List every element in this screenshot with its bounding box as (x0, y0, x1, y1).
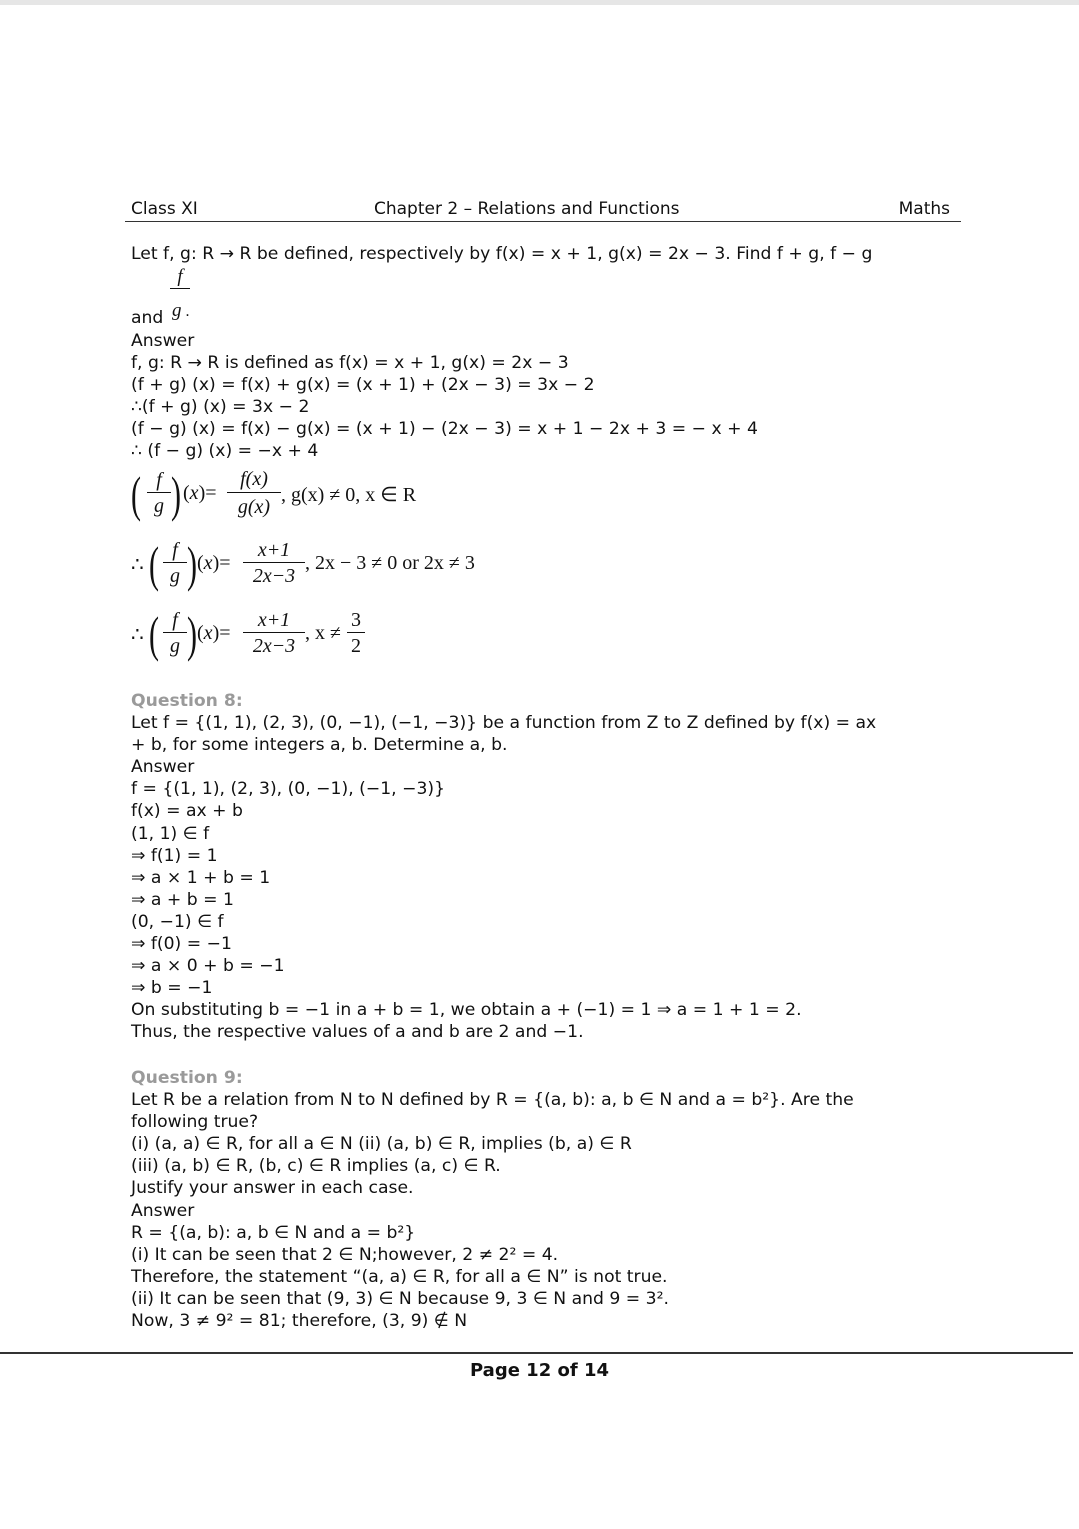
header-chapter: Chapter 2 – Relations and Functions (374, 199, 680, 219)
q8-line: f = {(1, 1), (2, 3), (0, −1), (−1, −3)} (131, 779, 446, 800)
q8-line: ⇒ a × 0 + b = −1 (131, 956, 285, 977)
q8-prompt-2: + b, for some integers a, b. Determine a, b. (131, 735, 508, 756)
q9-prompt-1: Let R be a relation from N to N defined by R = {(a, b): a, b ∈ N and a = b²}. Are the (131, 1090, 854, 1111)
eq2-denominator: 2x−3 (252, 565, 296, 587)
q8-line: ⇒ b = −1 (131, 978, 213, 999)
header-subject: Maths (898, 199, 950, 219)
q9-line: (i) It can be seen that 2 ∈ N;however, 2 ≠ 2² = 4. (131, 1244, 559, 1265)
q9-prompt-4: (iii) (a, b) ∈ R, (b, c) ∈ R implies (a, c) ∈ R. (131, 1156, 501, 1177)
q9-line: R = {(a, b): a, b ∈ N and a = b²} (131, 1222, 416, 1243)
q7-line: ∴ (f − g) (x) = −x + 4 (131, 441, 319, 462)
q8-line: On substituting b = −1 in a + b = 1, we obtain a + (−1) = 1 ⇒ a = 1 + 1 = 2. (131, 1000, 802, 1021)
q7-line: (f + g) (x) = f(x) + g(x) = (x + 1) + (2x − 3) = 3x − 2 (131, 375, 595, 396)
q8-line: (1, 1) ∈ f (131, 823, 210, 844)
eq1-numerator: f(x) (227, 466, 281, 493)
q7-answer (131, 330, 951, 463)
q9-line: Therefore, the statement “(a, a) ∈ R, for all a ∈ N” is not true. (131, 1266, 668, 1287)
q8-line: ⇒ f(1) = 1 (131, 845, 218, 866)
q9-prompt-3: (i) (a, a) ∈ R, for all a ∈ N (ii) (a, b) ∈ R, implies (b, a) ∈ R (131, 1134, 632, 1155)
q7-prompt: Let f, g: R → R be defined, respectively by f(x) = x + 1, g(x) = 2x − 3. Find f + g, f − g (131, 244, 873, 264)
eq3-numerator: x+1 (243, 608, 305, 633)
q8-line: f(x) = ax + b (131, 801, 243, 822)
q9-line: Now, 3 ≠ 9² = 81; therefore, (3, 9) ∉ N (131, 1311, 468, 1332)
q8-line: ⇒ a + b = 1 (131, 889, 234, 910)
q8-line: ⇒ a × 1 + b = 1 (131, 867, 271, 888)
q9-section (131, 1067, 951, 1332)
q9-heading: Question 9: (131, 1068, 243, 1088)
eq3-cond-denominator: 2 (351, 635, 361, 657)
q8-answer-label: Answer (131, 757, 195, 778)
footer-divider (0, 1352, 1073, 1354)
eq3-cond-numerator: 3 (347, 608, 365, 633)
q8-line: ⇒ f(0) = −1 (131, 934, 232, 955)
page-header (125, 199, 961, 222)
page-number: Page 12 of 14 (469, 1360, 610, 1381)
q9-line: (ii) It can be seen that (9, 3) ∈ N because 9, 3 ∈ N and 9 = 3². (131, 1288, 669, 1309)
q9-prompt-2: following true? (131, 1112, 259, 1133)
eq1-condition: , g(x) ≠ 0, x ∈ R (281, 484, 417, 506)
top-border (0, 0, 1079, 5)
q8-line: (0, −1) ∈ f (131, 911, 224, 932)
q7-and: and (131, 308, 164, 328)
q7-line: f, g: R → R is defined as f(x) = x + 1, g(x) = 2x − 3 (131, 353, 569, 374)
q7-answer-label: Answer (131, 331, 195, 351)
eq2-condition: , 2x − 3 ≠ 0 or 2x ≠ 3 (305, 552, 475, 574)
q8-heading: Question 8: (131, 691, 243, 711)
q8-section (131, 690, 951, 1044)
q8-line: Thus, the respective values of a and b are 2 and −1. (131, 1022, 584, 1043)
q9-answer-label: Answer (131, 1200, 195, 1221)
eq3-condition: , x ≠ (305, 622, 341, 644)
q7-prompt-g: g . (172, 300, 190, 321)
eq2-numerator: x+1 (243, 538, 305, 563)
header-class: Class XI (131, 199, 198, 219)
q8-prompt-1: Let f = {(1, 1), (2, 3), (0, −1), (−1, −3)} be a function from Z to Z defined by f(x) = ax (131, 713, 877, 734)
eq3-denominator: 2x−3 (252, 635, 296, 657)
eq1-denominator: g(x) (237, 496, 271, 518)
q7-prompt-fraction: f (170, 266, 190, 289)
q9-prompt-5: Justify your answer in each case. (131, 1178, 414, 1199)
q7-line: (f − g) (x) = f(x) − g(x) = (x + 1) − (2x − 3) = x + 1 − 2x + 3 = − x + 4 (131, 419, 758, 440)
q7-line: ∴(f + g) (x) = 3x − 2 (131, 397, 310, 418)
